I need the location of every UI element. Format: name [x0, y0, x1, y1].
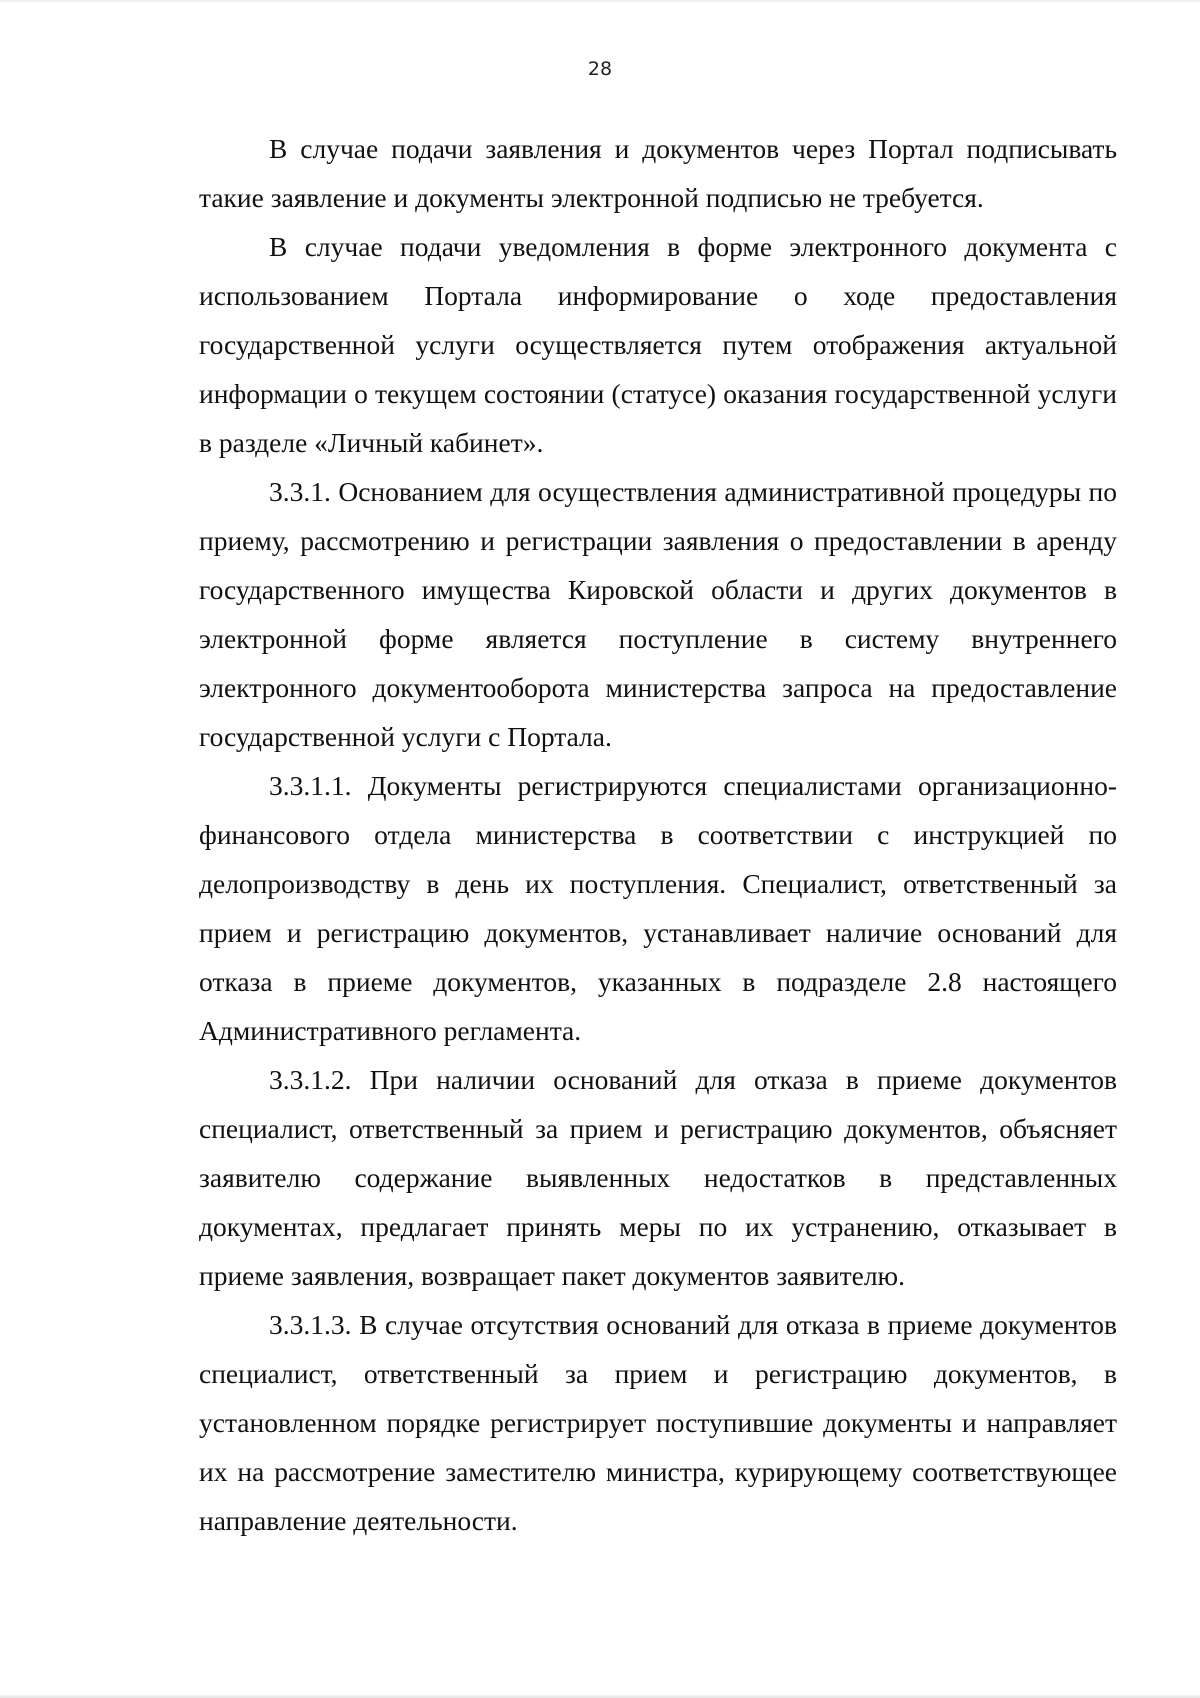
scan-edge-bottom: [0, 1694, 1200, 1698]
paragraph-notification-status: В случае подачи уведомления в форме электронного документа с использованием Портала информирование о ходе предоставления государственной услуги осуществляется путем отображения актуальной информации о текущем состоянии (статусе) оказания государственной услуги в разделе «Личный кабинет».: [199, 231, 1117, 458]
paragraph-3-3-1-2: 3.3.1.2. При наличии оснований для отказа в приеме документов специалист, ответственный за прием и регистрацию документов, объясняет заявителю содержание выявленных недостатков в представленных документах, предлагает принять меры по их устранению, отказывает в приеме заявления, возвращает пакет документов заявителю.: [199, 1064, 1117, 1291]
paragraph-3-3-1-3: 3.3.1.3. В случае отсутствия оснований для отказа в приеме документов специалист, ответственный за прием и регистрацию документов, в установленном порядке регистрирует поступившие документы и направляет их на рассмотрение заместителю министра, курирующему соответствующее направление деятельности.: [199, 1309, 1117, 1536]
scan-edge-top: [0, 0, 1200, 3]
paragraph-portal-signature: В случае подачи заявления и документов через Портал подписывать такие заявление и документы электронной подписью не требуется.: [199, 133, 1117, 213]
document-body: [199, 124, 1117, 1545]
page-number: 28: [587, 58, 613, 80]
paragraph-3-3-1-1: 3.3.1.1. Документы регистрируются специалистами организационно-финансового отдела министерства в соответствии с инструкцией по делопроизводству в день их поступления. Специалист, ответственный за прием и регистрацию документов, устанавливает наличие оснований для отказа в приеме документов, указанных в подразделе 2.8 настоящего Административного регламента.: [199, 770, 1117, 1046]
paragraph-3-3-1: 3.3.1. Основанием для осуществления административной процедуры по приему, рассмотрению и регистрации заявления о предоставлении в аренду государственного имущества Кировской области и других документов в электронной форме является поступление в систему внутреннего электронного документооборота министерства запроса на предоставление государственной услуги с Портала.: [199, 476, 1117, 752]
